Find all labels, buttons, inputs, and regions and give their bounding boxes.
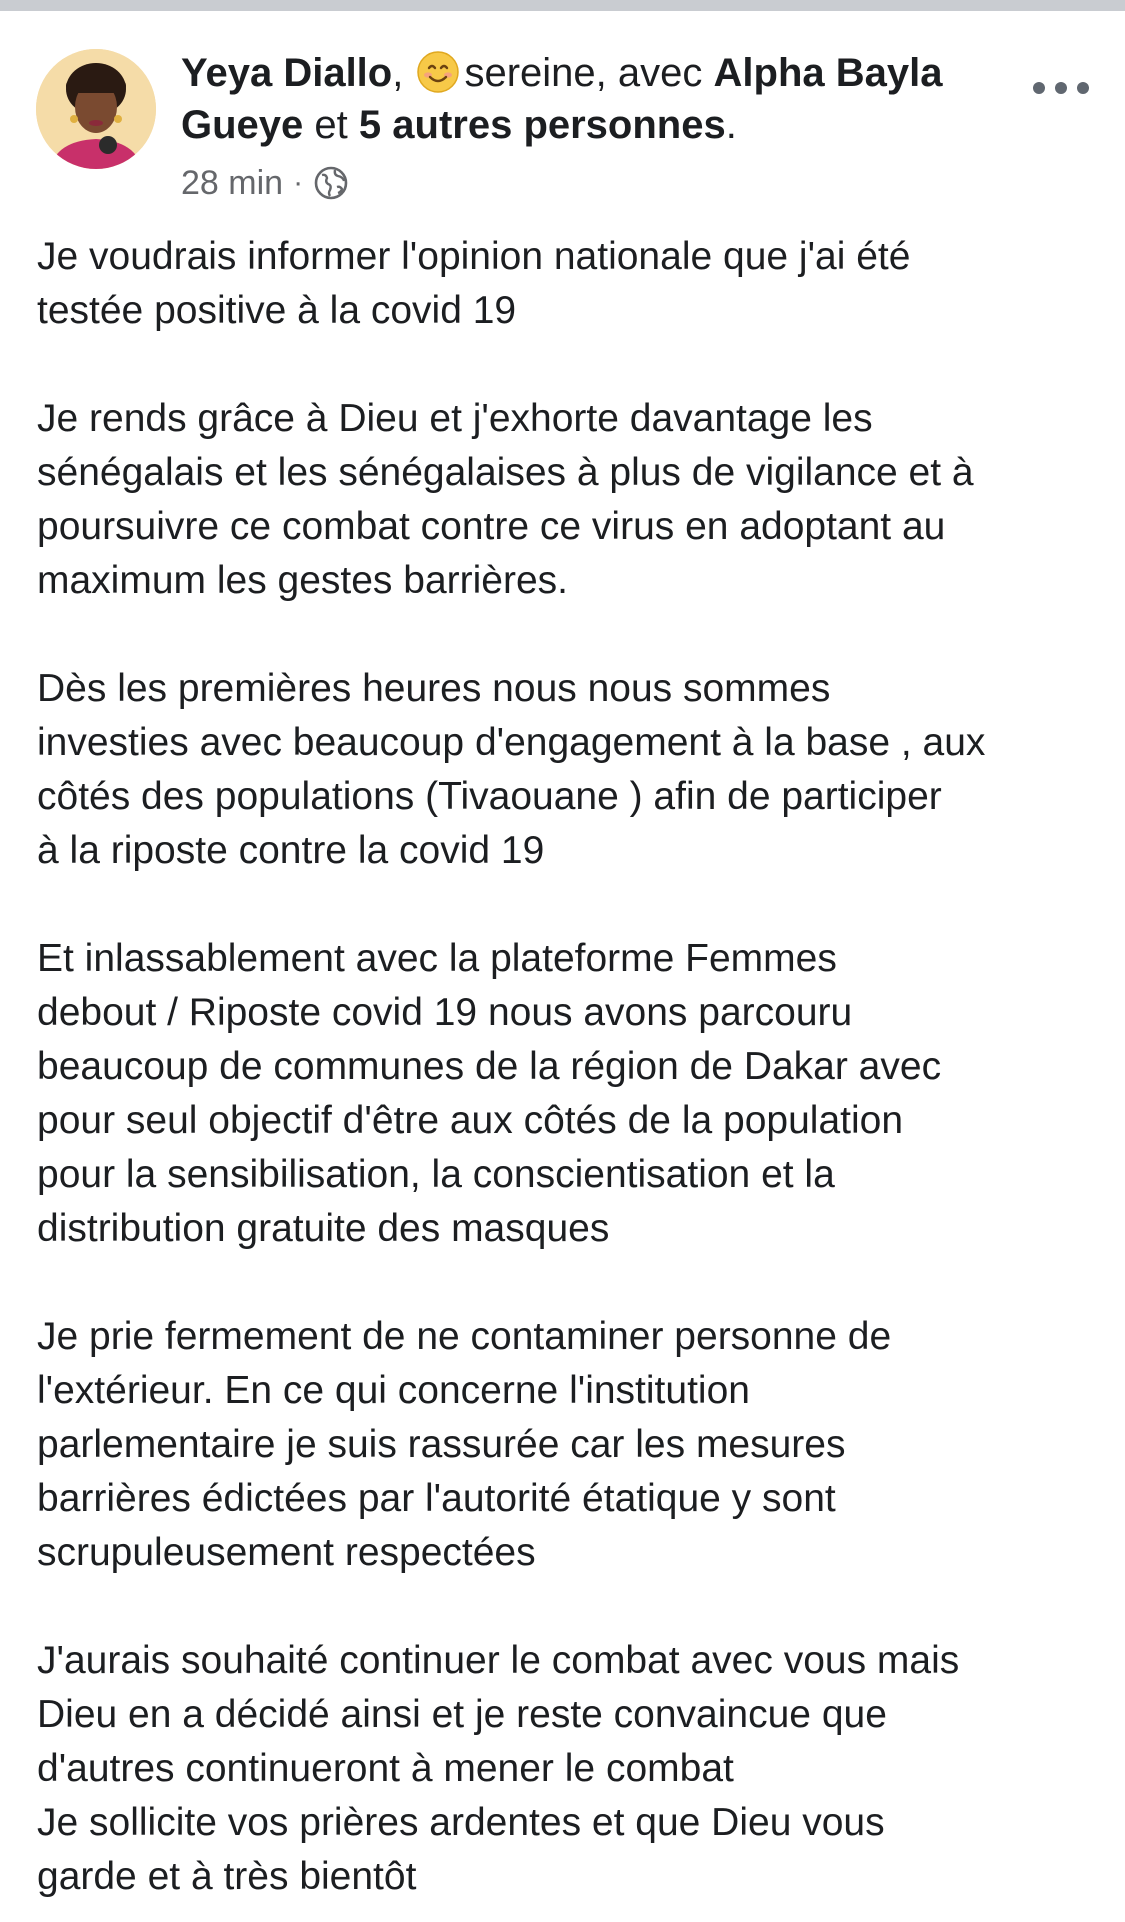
author-name[interactable]: Yeya Diallo <box>181 51 393 95</box>
more-dot <box>1055 82 1067 94</box>
post-body <box>37 230 1097 1904</box>
post-paragraph: Et inlassablement avec la plateforme Femmes debout / Riposte covid 19 nous avons parcouru beaucoup de communes de la région de Dakar avec pour seul objectif d'être aux côtés de la population pour la sensibilisation, la conscientisation et la distribution gratuite des masques <box>37 937 942 1250</box>
post-paragraph: Dès les premières heures nous nous sommes investies avec beaucoup d'engagement à la base , aux côtés des populations (Tivaouane ) afin de participer à la riposte contre la covid 19 <box>37 667 986 872</box>
post-paragraph: Je rends grâce à Dieu et j'exhorte davantage les sénégalais et les sénégalaises à plus de vigilance et à poursuivre ce combat contre ce virus en adoptant au maximum les gestes barrières. <box>37 397 974 602</box>
post-timestamp[interactable]: 28 min <box>181 164 284 202</box>
author-avatar[interactable] <box>36 49 156 169</box>
more-dot <box>1077 82 1089 94</box>
post-meta <box>181 161 349 205</box>
more-dot <box>1033 82 1045 94</box>
more-options-icon[interactable] <box>1033 73 1089 103</box>
facebook-post <box>0 11 1125 1922</box>
post-paragraph: Je voudrais informer l'opinion nationale que j'ai été testée positive à la covid 19 <box>37 235 911 332</box>
post-paragraph: J'aurais souhaité continuer le combat avec vous mais Dieu en a décidé ainsi et je reste convaincue que d'autres continueront à mener le combat Je sollicite vos prières ardentes et que Dieu vous garde et à très bientôt <box>37 1639 960 1898</box>
header-end-punct: . <box>725 103 737 147</box>
tagged-others-link[interactable]: 5 autres personnes <box>358 103 726 147</box>
meta-separator: · <box>293 166 304 199</box>
tagged-person[interactable]: Alpha Bayla Gueye <box>181 51 943 147</box>
globe-icon[interactable] <box>313 165 349 201</box>
post-paragraph: Je prie fermement de ne contaminer personne de l'extérieur. En ce qui concerne l'institution parlementaire je suis rassurée car les mesures barrières édictées par l'autorité étatique y sont scrupuleusement respectées <box>37 1315 892 1574</box>
post-header: Yeya Diallo, sereine, avec Alpha Bayla Gueye et 5 autres personnes. <box>181 51 943 147</box>
tag-connector: et <box>314 103 348 147</box>
feeling-text: sereine, avec <box>464 51 703 95</box>
top-divider <box>0 0 1125 11</box>
smiling-face-icon <box>416 50 460 94</box>
